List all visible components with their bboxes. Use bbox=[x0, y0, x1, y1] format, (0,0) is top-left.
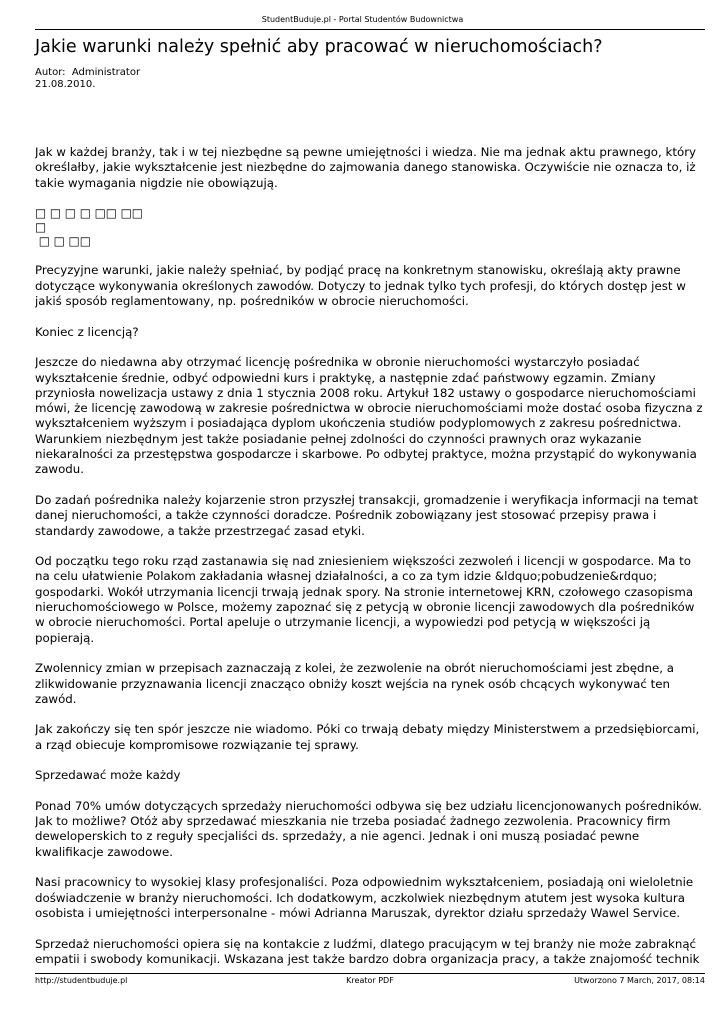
publish-date: 21.08.2010. bbox=[35, 79, 96, 90]
section-heading: Sprzedawać może każdy bbox=[35, 768, 181, 783]
site-header: StudentBuduje.pl - Portal Studentów Budownictwa bbox=[261, 15, 464, 24]
article-meta bbox=[35, 67, 140, 91]
footer-divider bbox=[35, 973, 705, 974]
paragraph: Zwolennicy zmian w przepisach zaznaczają z kolei, że zezwolenie na obrót nieruchomościami jest zbędne, a zlikwidowanie przyznawania licencji znacząco obniży koszt wejścia na rynek osób chcących wykonywać ten zawód. bbox=[35, 661, 674, 706]
section-heading: Koniec z licencją? bbox=[35, 324, 139, 339]
glyph-line: □ □ □ □ □□ □□ bbox=[35, 206, 143, 221]
header-divider bbox=[35, 29, 705, 30]
paragraph: Nasi pracownicy to wysokiej klasy profesjonaliści. Poza odpowiednim wykształceniem, posiadają oni wieloletnie doświadczenie w branży nieruchomości. Ich dodatkowym, aczkolwiek niezbędnym atutem jest wysoka kultura osobista i umiejętności interpersonalne - mówi Adrianna Maruszak, dyrektor działu sprzedaży Wawel Service. bbox=[35, 875, 694, 920]
missing-glyph-block bbox=[35, 206, 705, 248]
paragraph: Precyzyjne warunki, jakie należy spełniać, by podjąć pracę na konkretnym stanowisku, określają akty prawne dotyczące wykonywania określonych zawodów. Dotyczy to jednak tylko tych profesji, do których dostęp jest w jakiś sposób reglamentowany, np. pośredników w obrocie nieruchomości. bbox=[35, 263, 686, 309]
footer-url[interactable]: http://studentbuduje.pl bbox=[35, 976, 128, 985]
footer-creator: Kreator PDF bbox=[346, 976, 394, 985]
article-title: Jakie warunki należy spełnić aby pracować w nieruchomościach? bbox=[35, 37, 603, 57]
paragraph: Sprzedaż nieruchomości opiera się na kontakcie z ludźmi, dlatego pracującym w tej branży nie może zabraknąć empatii i swobody komunikacji. Wskazana jest także bardzo dobra organizacja pracy, a także znajomość technik bbox=[35, 936, 700, 966]
paragraph: Do zadań pośrednika należy kojarzenie stron przyszłej transakcji, gromadzenie i weryfikacja informacji na temat danej nieruchomości, a także czynności doradcze. Pośrednik zobowiązany jest stosować przepisy prawa i standardy zawodowe, a także przestrzegać zasad etyki. bbox=[35, 492, 699, 538]
footer-created: Utworzono 7 March, 2017, 08:14 bbox=[574, 976, 705, 985]
author-line: Autor: Administrator bbox=[35, 67, 141, 78]
article-body bbox=[35, 145, 705, 967]
glyph-line: □ □ □□ bbox=[35, 234, 91, 249]
page-footer bbox=[35, 976, 705, 988]
paragraph: Jak zakończy się ten spór jeszcze nie wiadomo. Póki co trwają debaty między Ministerstwem a przedsiębiorcami, a rząd obiecuje kompromisowe rozwiązanie tej sprawy. bbox=[35, 722, 700, 752]
paragraph: Jeszcze do niedawna aby otrzymać licencję pośrednika w obronie nieruchomości wystarczyło posiadać wykształcenie średnie, odbyć odpowiedni kurs i praktykę, a następnie zdać państwowy egzamin. Zmiany przyniosła nowelizacja ustawy z dnia 1 stycznia 2008 roku. Artykuł 182 ustawy o gospodarce nieruchomościami mówi, że licencję zawodową w zakresie pośrednictwa w obrocie nieruchomościami może dostać osoba fizyczna z wykształceniem wyższym i posiadająca dyplom ukończenia studiów podyplomowych z zakresu pośrednictwa. Warunkiem niezbędnym jest także posiadanie pełnej zdolności do czynności prawnych oraz wykazanie niekaralności za przestępstwa gospodarcze i skarbowe. Po odbytej praktyce, można przystąpić do wykonywania zawodu. bbox=[35, 355, 703, 477]
intro-paragraph: Jak w każdej branży, tak i w tej niezbędne są pewne umiejętności i wiedza. Nie ma jednak aktu prawnego, który określałby, jakie wykształcenie jest niezbędne do zajmowania danego stanowiska. Oczywiście nie oznacza to, iż takie wymagania nigdzie nie obowiązują. bbox=[35, 145, 697, 190]
paragraph: Od początku tego roku rząd zastanawia się nad zniesieniem większości zezwoleń i licencji w gospodarce. Ma to na celu ułatwienie Polakom zakładania własnej działalności, a co za tym idzie &ldquo;pobudzenie&rdquo; gospodarki. Wokół utrzymania licencji trwają jednak spory. Na stronie internetowej KRN, czołowego czasopisma nieruchomościowego w Polsce, możemy zapoznać się z petycją w obronie licencji zawodowych dla pośredników w obrocie nieruchomości. Portal apeluje o utrzymanie licencji, a wypowiedzi pod petycją w większości ją popierają. bbox=[35, 554, 695, 645]
glyph-line: □ bbox=[35, 220, 47, 235]
paragraph: Ponad 70% umów dotyczących sprzedaży nieruchomości odbywa się bez udziału licencjonowanych pośredników. Jak to możliwe? Otóż aby sprzedawać mieszkania nie trzeba posiadać żadnego zezwolenia. Pracownicy firm deweloperskich to z reguły specjaliści ds. sprzedaży, a nie agenci. Jednak i oni muszą posiadać pewne kwalifikacje zawodowe. bbox=[35, 798, 702, 859]
